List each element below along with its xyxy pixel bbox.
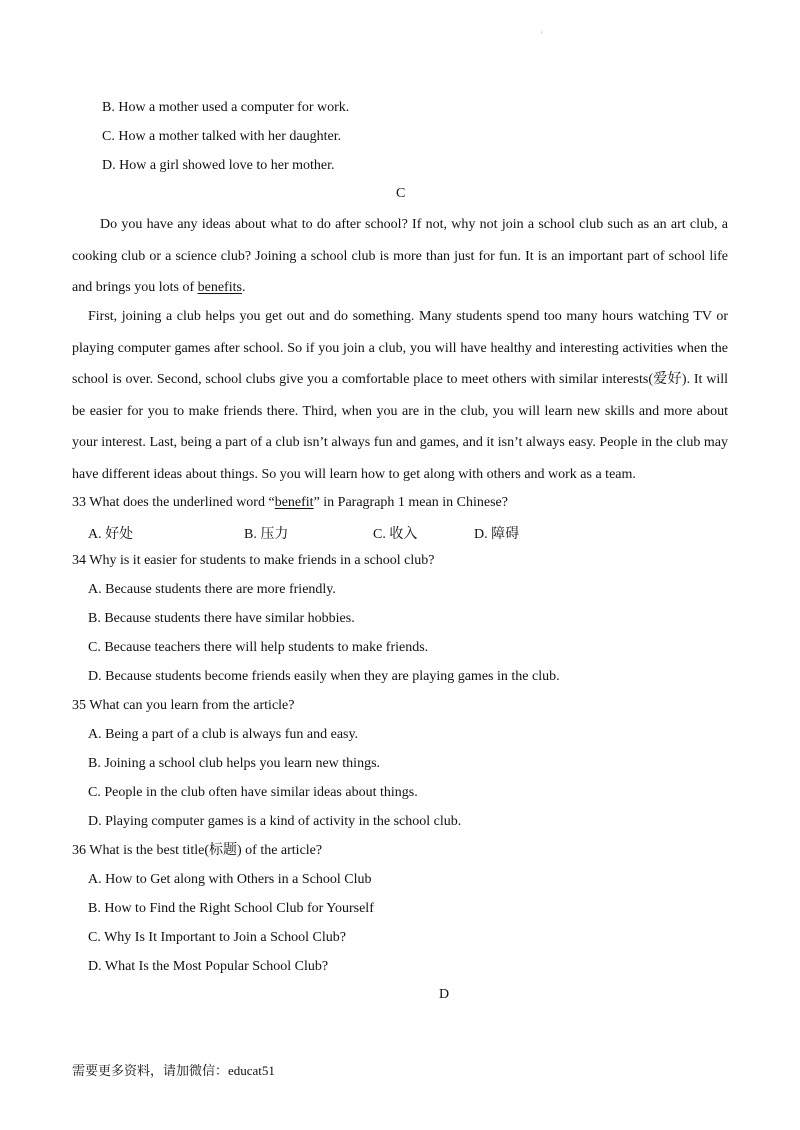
question-36-option-a: A. How to Get along with Others in a School Club [88, 872, 372, 887]
prev-option-b: B. How a mother used a computer for work. [102, 100, 350, 115]
question-35-stem: 35 What can you learn from the article? [72, 698, 295, 713]
section-c-paragraph-2 [72, 301, 728, 490]
underlined-word-benefits: benefits [197, 280, 242, 295]
question-34-option-c: C. Because teachers there will help students to make friends. [88, 640, 429, 655]
question-33-option-c: C. 收入 [373, 527, 418, 542]
header-mark: ' [541, 30, 543, 40]
footer-contact: 需要更多资料，请加微信：educat51 [72, 1063, 275, 1078]
paragraph-1-end: . [241, 280, 246, 295]
question-35-option-d: D. Playing computer games is a kind of activity in the school club. [88, 814, 462, 829]
question-33-prefix: 33 What does the underlined word “ [72, 495, 275, 510]
question-33-underlined-word: benefit [274, 495, 314, 510]
question-33-suffix: ” in Paragraph 1 mean in Chinese? [313, 495, 508, 510]
question-34-option-a: A. Because students there are more friendly. [88, 582, 336, 597]
question-35-option-a: A. Being a part of a club is always fun and easy. [88, 727, 359, 742]
question-34-stem: 34 Why is it easier for students to make friends in a school club? [72, 553, 435, 568]
question-33-stem [72, 494, 508, 512]
section-d-heading: D [439, 987, 450, 1002]
question-34-option-d: D. Because students become friends easily when they are playing games in the club. [88, 669, 560, 684]
question-36-option-d: D. What Is the Most Popular School Club? [88, 959, 329, 974]
prev-option-d: D. How a girl showed love to her mother. [102, 158, 335, 173]
question-35-option-c: C. People in the club often have similar ideas about things. [88, 785, 418, 800]
paragraph-1-text: Do you have any ideas about what to do after school? If not, why not join a school club such as an art club, a cooking club or a science club? Joining a school club is more than just for fun. It is an important part of school life and brings you lots of [72, 217, 728, 295]
question-33-option-b: B. 压力 [244, 527, 289, 542]
question-35-option-b: B. Joining a school club helps you learn new things. [88, 756, 381, 771]
question-33-option-d: D. 障碍 [474, 527, 520, 542]
question-33-option-a: A. 好处 [88, 527, 134, 542]
question-36-option-b: B. How to Find the Right School Club for Yourself [88, 901, 374, 916]
paragraph-2-text: First, joining a club helps you get out and do something. Many students spend too many hours watching TV or playing computer games after school. So if you join a club, you will have healthy and interesting activities when the school is over. Second, school clubs give you a comfortable place to meet others with similar interests(爱好). It will be easier for you to make friends there. Third, when you are in the club, you will learn new skills and more about your interest. Last, being a part of a club isn’t always fun and games, and it isn’t always easy. People in the club may have different ideas about things. So you will learn how to get along with others and work as a team. [72, 309, 728, 482]
question-36-stem: 36 What is the best title(标题) of the article? [72, 843, 323, 858]
question-36-option-c: C. Why Is It Important to Join a School Club? [88, 930, 346, 945]
section-c-paragraph-1 [72, 209, 728, 304]
prev-option-c: C. How a mother talked with her daughter. [102, 129, 342, 144]
section-c-heading: C [396, 186, 406, 201]
question-34-option-b: B. Because students there have similar hobbies. [88, 611, 355, 626]
